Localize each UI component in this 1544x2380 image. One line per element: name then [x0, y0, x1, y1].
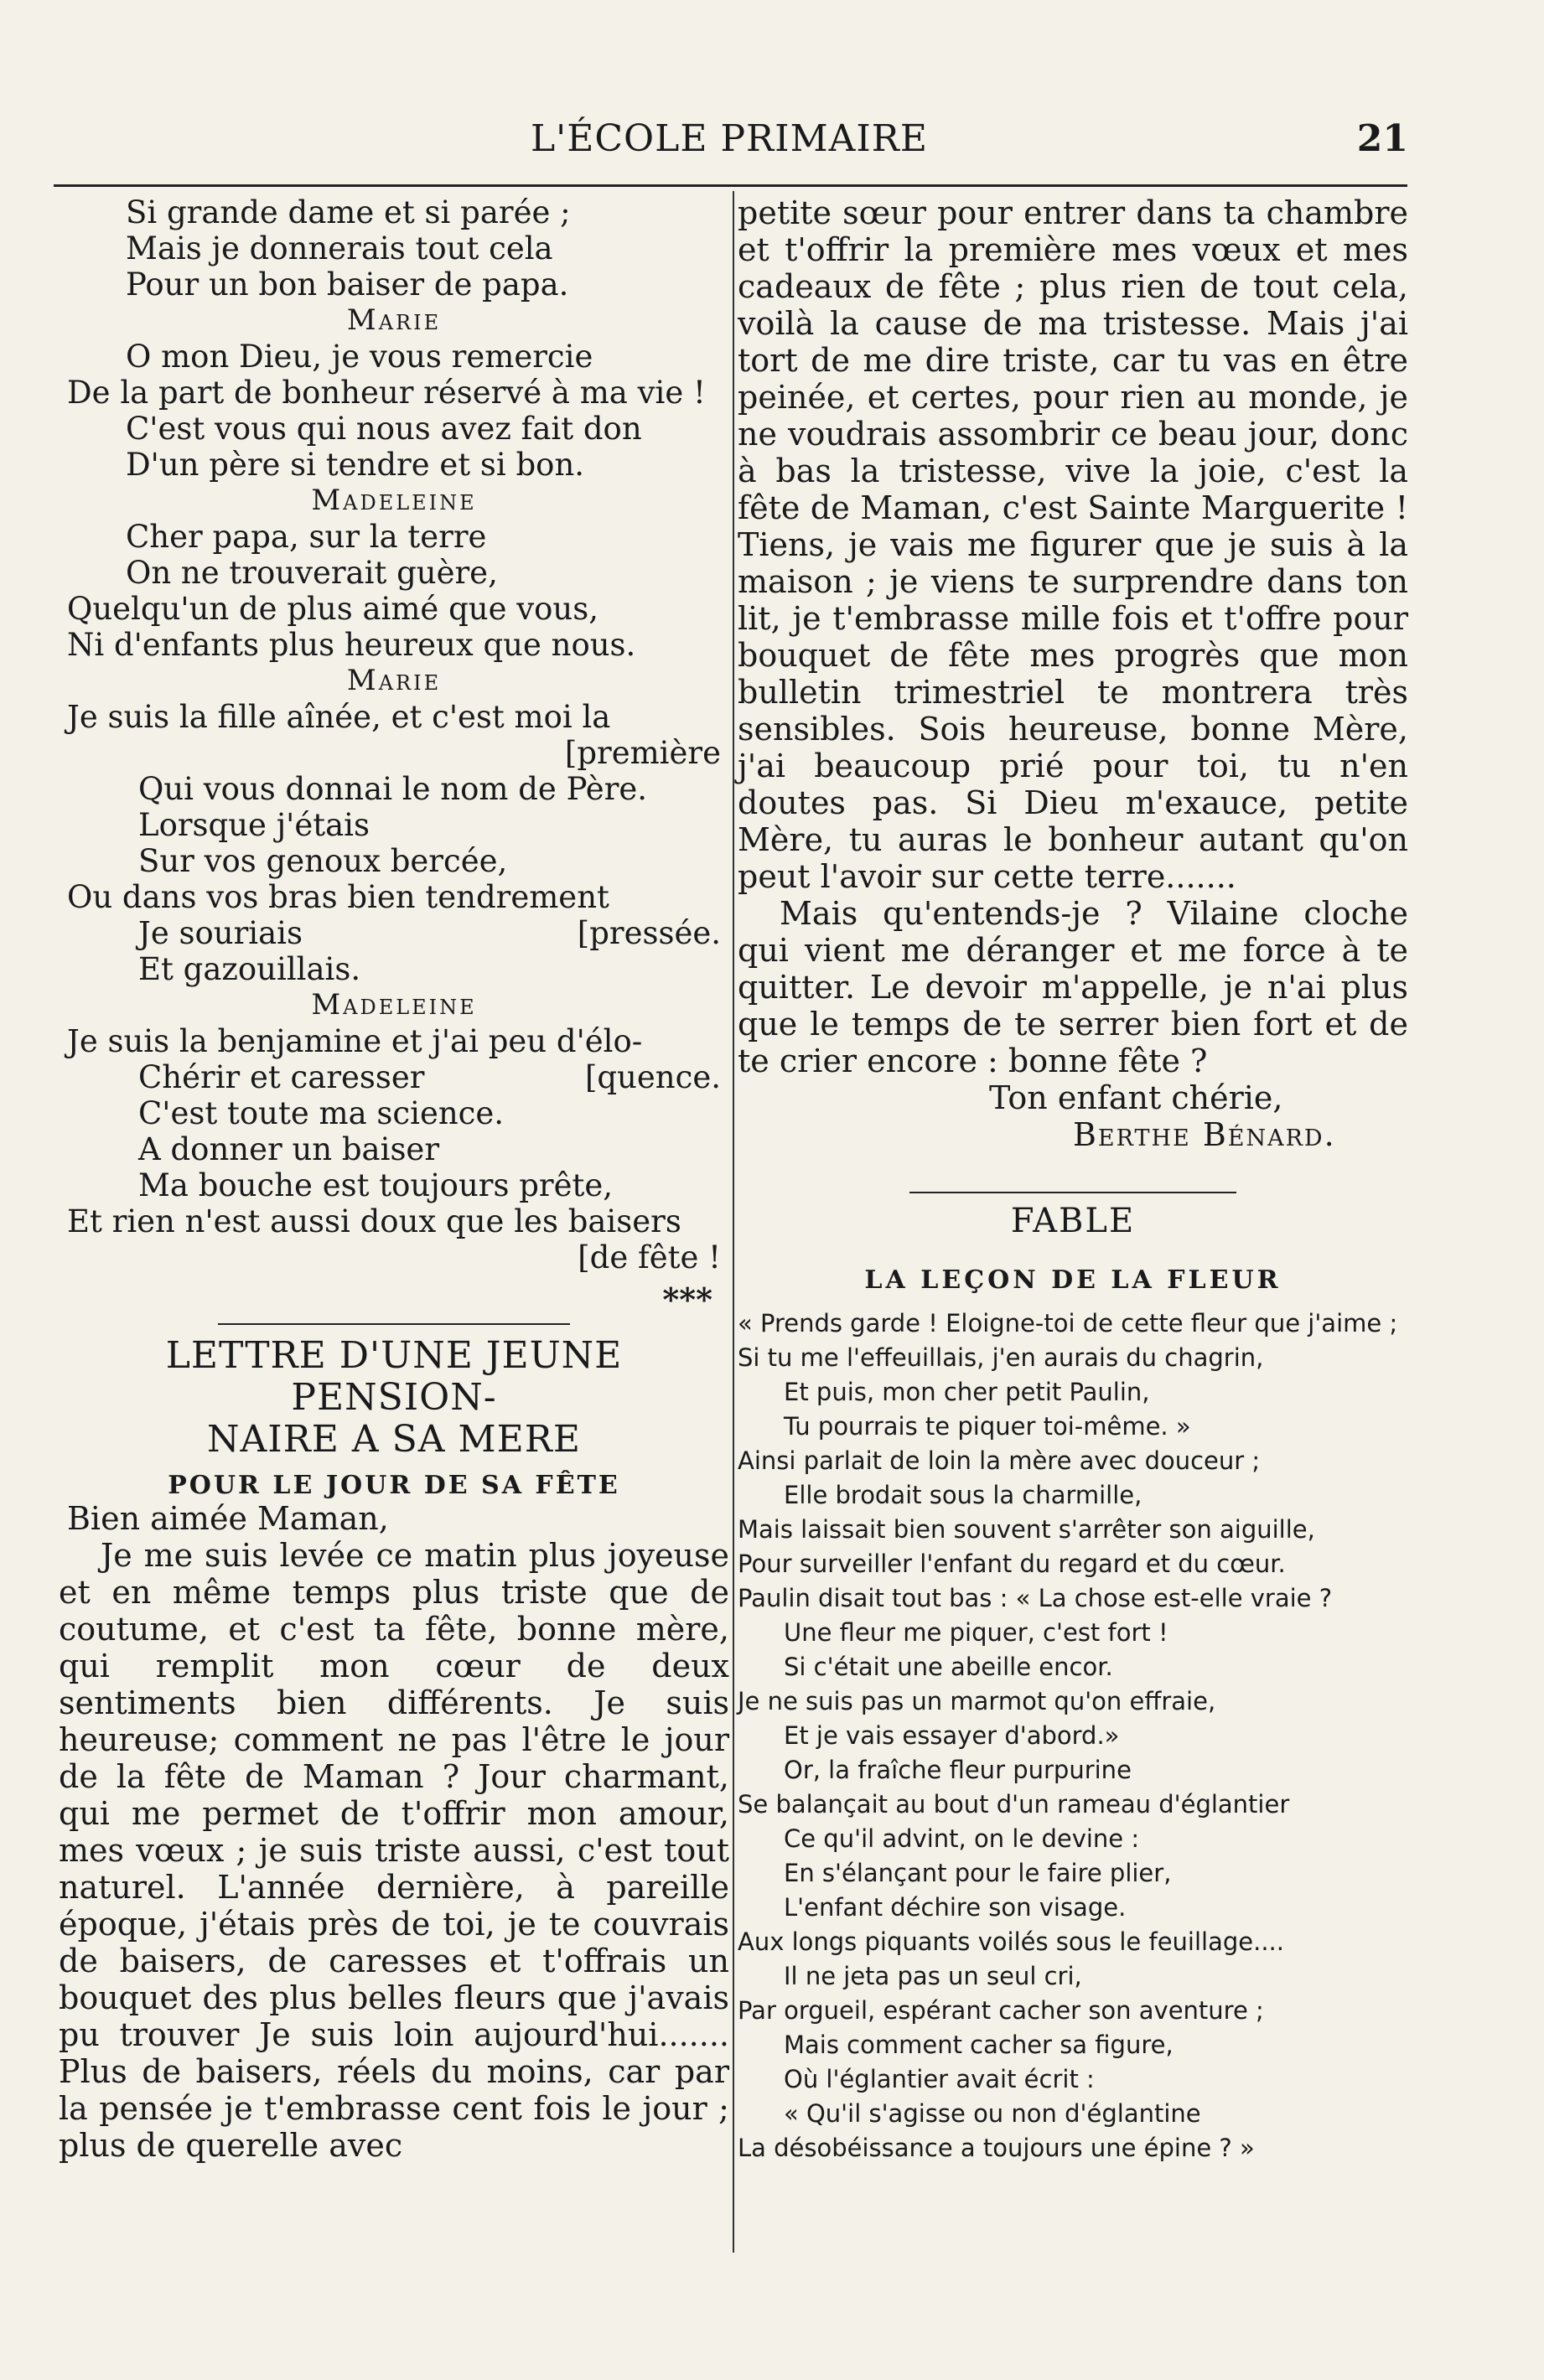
fable-line: L'enfant déchire son visage.: [784, 1893, 1127, 1922]
verse-line: O mon Dieu, je vous remercie: [126, 339, 593, 375]
fable-line: Et je vais essayer d'abord.»: [784, 1721, 1120, 1750]
fable-line: Aux longs piquants voilés sous le feuillage....: [738, 1927, 1284, 1956]
letter-signature: Berthe Bénard.: [1073, 1116, 1336, 1153]
fable-line: Il ne jeta pas un seul cri,: [784, 1962, 1082, 1990]
letter-salutation: Bien aimée Maman,: [67, 1500, 389, 1537]
running-title: L'ÉCOLE PRIMAIRE: [530, 117, 929, 160]
verse-line-text: Je souriais: [138, 915, 303, 951]
speaker-name: Marie: [346, 303, 442, 337]
fable-line: Pour surveiller l'enfant du regard et du cœur.: [738, 1550, 1286, 1578]
verse-line: Lorsque j'étais: [138, 807, 370, 843]
fable-heading: FABLE: [1010, 1202, 1136, 1240]
fable-line: Or, la fraîche fleur purpurine: [784, 1756, 1132, 1784]
letter-body: [59, 1537, 729, 2164]
fable-line: Où l'églantier avait écrit :: [784, 2065, 1095, 2093]
section-stars: ***: [662, 1281, 712, 1318]
verse-line: Je suis la fille aînée, et c'est moi la: [67, 699, 611, 735]
fable-poem: [738, 1306, 1408, 2165]
verse-line: Mais je donnerais tout cela: [126, 230, 553, 266]
verse-line: On ne trouverait guère,: [126, 555, 498, 591]
verse-line: Qui vous donnai le nom de Père.: [138, 771, 648, 807]
letter-title-line-1: LETTRE D'UNE JEUNE PENSION-: [165, 1334, 623, 1419]
header-rule: [54, 184, 1407, 187]
verse-line: Cher papa, sur la terre: [126, 519, 487, 555]
letter-title-line-2: NAIRE A SA MERE: [207, 1418, 581, 1461]
fable-line: Elle brodait sous la charmille,: [784, 1481, 1142, 1509]
verse-line: De la part de bonheur réservé à ma vie !: [67, 375, 706, 411]
letter-paragraph: Je me suis levée ce matin plus joyeuse et en même temps plus triste que de coutume, et c'est ta fête, bonne mère, qui remplit mon cœur de deux sentiments bien différents. Je suis heureuse; comment ne pas l'être le jour de la fête de Maman ? Jour charmant, qui me permet de t'offrir mon amour, mes vœux ; je suis triste aussi, c'est tout naturel. L'année dernière, à pareille époque, j'étais près de toi, je te couvrais de baisers, de caresses et t'offrais un bouquet des plus belles fleurs que j'avais pu trouver Je suis loin aujourd'hui....... Plus de baisers, réels du moins, car par la pensée je t'embrasse cent fois le jour ; plus de querelle avec: [59, 1537, 729, 2164]
dialogue-poem: [59, 194, 729, 1275]
letter-paragraph-continued: petite sœur pour entrer dans ta chambre et t'offrir la première mes vœux et mes cadeaux de fête ; plus rien de tout cela, voilà la cause de ma tristesse. Mais j'ai tort de me dire triste, car tu vas en être peinée, et certes, pour rien au monde, je ne voudrais assombrir ce beau jour, donc à bas la tristesse, vive la joie, c'est la fête de Maman, c'est Sainte Marguerite ! Tiens, je vais me figurer que je suis à la maison ; je viens te surprendre dans ton lit, je t'embrasse mille fois et t'offre pour bouquet de fête mes progrès que mon bulletin trimestriel te montrera très sensibles. Sois heureuse, bonne Mère, j'ai beaucoup prié pour toi, tu n'en doutes pas. Si Dieu m'exauce, petite Mère, tu auras le bonheur autant qu'on peut l'avoir sur cette terre.......: [738, 194, 1408, 895]
right-column: [738, 194, 1408, 2165]
fable-line: « Qu'il s'agisse ou non d'églantine: [784, 2099, 1201, 2128]
verse-line: C'est vous qui nous avez fait don: [126, 411, 642, 447]
letter-paragraph-2: Mais qu'entends-je ? Vilaine cloche qui vient me déranger et me force à te quitter. Le devoir m'appelle, je n'ai plus que le temps de te serrer bien fort et de te crier encore : bonne fête ?: [738, 895, 1408, 1079]
section-rule: [218, 1323, 570, 1325]
fable-line: Paulin disait tout bas : « La chose est-elle vraie ?: [738, 1584, 1333, 1612]
speaker-name: Madeleine: [311, 484, 477, 517]
verse-line: Pour un bon baiser de papa.: [126, 266, 569, 303]
fable-line: La désobéissance a toujours une épine ? »: [738, 2134, 1255, 2162]
fable-line: Par orgueil, espérant cacher son aventure ;: [738, 1996, 1264, 2025]
page-header: [50, 117, 1408, 168]
letter-closing: Ton enfant chérie,: [989, 1079, 1283, 1116]
speaker-name: Madeleine: [311, 988, 477, 1022]
verse-line: Ma bouche est toujours prête,: [138, 1167, 614, 1203]
verse-line: Ou dans vos bras bien tendrement: [67, 879, 609, 915]
fable-line: Tu pourrais te piquer toi-même. »: [784, 1412, 1191, 1441]
fable-line: Si tu me l'effeuillais, j'en aurais du chagrin,: [738, 1343, 1264, 1372]
fable-line: En s'élançant pour le faire plier,: [784, 1859, 1172, 1887]
letter-subtitle: POUR LE JOUR DE SA FÊTE: [168, 1471, 620, 1500]
verse-line: [59, 1059, 729, 1095]
fable-line: Mais laissait bien souvent s'arrêter son aiguille,: [738, 1515, 1315, 1544]
verse-line: A donner un baiser: [138, 1131, 440, 1167]
letter-title: [59, 1335, 729, 1461]
fable-line: « Prends garde ! Eloigne-toi de cette fleur que j'aime ;: [738, 1309, 1398, 1337]
fable-line: Ainsi parlait de loin la mère avec douceur ;: [738, 1446, 1261, 1475]
verse-line: Sur vos genoux bercée,: [138, 843, 508, 879]
verse-continuation-text: [pressée.: [577, 915, 721, 951]
verse-continuation: [59, 735, 729, 771]
verse-line: Et gazouillais.: [138, 951, 361, 987]
fable-line: Une fleur me piquer, c'est fort !: [784, 1618, 1168, 1647]
verse-line-text: Chérir et caresser: [138, 1059, 425, 1095]
verse-line: Ni d'enfants plus heureux que nous.: [67, 627, 636, 663]
verse-continuation-text: [de fête !: [578, 1239, 721, 1275]
verse-line: D'un père si tendre et si bon.: [126, 447, 585, 483]
fable-rule: [909, 1192, 1236, 1193]
page-number: 21: [1356, 117, 1408, 160]
verse-continuation-text: [quence.: [584, 1059, 721, 1095]
fable-line: Ce qu'il advint, on le devine :: [784, 1824, 1140, 1853]
fable-subtitle: LA LEÇON DE LA FLEUR: [864, 1265, 1282, 1295]
fable-line: Si c'était une abeille encor.: [784, 1653, 1113, 1681]
fable-line: Et puis, mon cher petit Paulin,: [784, 1378, 1150, 1406]
fable-line: Se balançait au bout d'un rameau d'églantier: [738, 1790, 1290, 1819]
column-divider: [733, 191, 734, 2253]
verse-line: Si grande dame et si parée ;: [126, 194, 571, 230]
fable-line: Mais comment cacher sa figure,: [784, 2031, 1174, 2059]
letter-continuation: [738, 194, 1408, 1079]
fable-line: Je ne suis pas un marmot qu'on effraie,: [738, 1687, 1216, 1715]
verse-continuation-text: [première: [564, 735, 721, 771]
verse-line: C'est toute ma science.: [138, 1095, 505, 1131]
verse-line: Et rien n'est aussi doux que les baisers: [67, 1203, 681, 1239]
speaker-name: Marie: [346, 664, 442, 697]
verse-line: [59, 915, 729, 951]
left-column: [59, 194, 729, 2164]
verse-line: Quelqu'un de plus aimé que vous,: [67, 591, 599, 627]
verse-continuation: [59, 1239, 729, 1275]
verse-line: Je suis la benjamine et j'ai peu d'élo-: [67, 1023, 643, 1059]
letter-signoff: [738, 1079, 1408, 1153]
